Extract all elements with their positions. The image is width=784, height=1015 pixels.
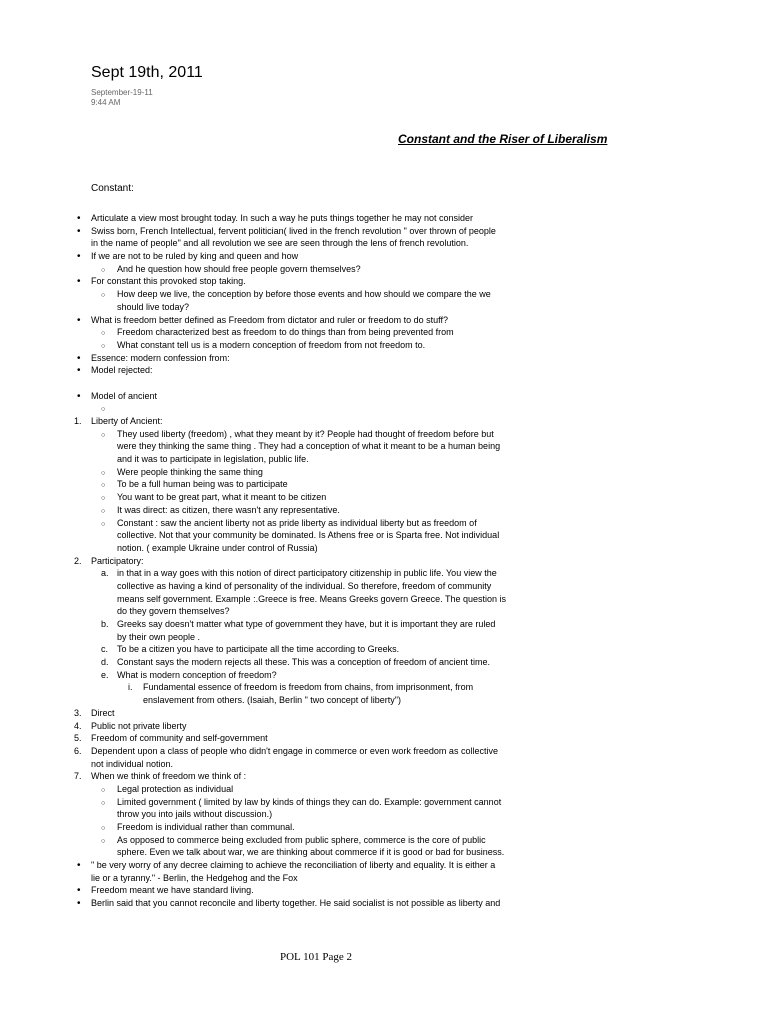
list-marker: 6.: [74, 745, 82, 756]
bullet-icon: [77, 897, 81, 911]
note-line: [0, 846, 784, 859]
note-line: [0, 897, 784, 910]
line-text: Fundamental essence of freedom is freedom from chains, from imprisonment, from: [143, 682, 474, 693]
note-line: [0, 339, 784, 352]
line-text: Liberty of Ancient:: [91, 416, 163, 426]
note-line: [0, 681, 784, 694]
line-text: Constant : saw the ancient liberty not as pride liberty as individual liberty but as freedom of: [117, 517, 477, 528]
line-text: Constant says the modern rejects all these. This was a conception of freedom of ancient time.: [117, 657, 491, 668]
note-line: [0, 884, 784, 897]
note-line: [0, 250, 784, 263]
note-line: [0, 364, 784, 377]
list-marker: a.: [101, 568, 109, 579]
line-text: Swiss born, French Intellectual, fervent politician( lived in the french revolution " over thrown of people: [91, 225, 496, 236]
page-footer: POL 101 Page 2: [280, 951, 353, 963]
line-text: Articulate a view most brought today. In such a way he puts things together he may not consider: [91, 213, 474, 223]
line-text: Participatory:: [91, 555, 144, 566]
note-line: [0, 669, 784, 682]
line-text: enslavement from others. (Isaiah, Berlin " two concept of liberty"): [143, 695, 401, 706]
line-text: To be a citizen you have to participate all the time according to Greeks.: [117, 644, 400, 655]
line-text: throw you into jails without discussion.): [117, 809, 273, 820]
list-marker: 5.: [74, 733, 82, 744]
list-marker: 4.: [74, 720, 82, 731]
note-line: [0, 656, 784, 669]
bullet-icon: [77, 364, 81, 378]
note-date: September-19-11: [91, 88, 153, 97]
line-text: collective. Not that your community be dominated. Is Athens free or is Sparta free. Not individual: [117, 530, 500, 541]
bullet-icon: [77, 212, 81, 226]
list-marker: d.: [101, 657, 109, 668]
line-text: Direct: [91, 707, 115, 718]
line-text: Berlin said that you cannot reconcile and liberty together. He said socialist is not possible as liberty and: [91, 898, 501, 909]
note-line: [0, 453, 784, 466]
line-text: Legal protection as individual: [117, 783, 234, 794]
note-line: [0, 732, 784, 745]
note-line: [0, 745, 784, 758]
note-line: [0, 618, 784, 631]
list-marker: 3.: [74, 707, 82, 718]
note-line: [0, 478, 784, 491]
line-text: When we think of freedom we think of :: [91, 771, 247, 782]
note-time: 9:44 AM: [91, 98, 121, 107]
line-text: Freedom of community and self-government: [91, 733, 268, 744]
line-text: in the name of people" and all revolution we see are seen through the lens of french revolution.: [91, 238, 469, 249]
line-text: Model of ancient: [91, 390, 158, 401]
bullet-icon: [77, 884, 81, 898]
note-line: [0, 491, 784, 504]
note-line: [0, 555, 784, 568]
line-text: What constant tell us is a modern conception of freedom from not freedom to.: [117, 339, 426, 350]
note-line: [0, 212, 784, 225]
bullet-icon: [77, 352, 81, 366]
list-marker: c.: [101, 644, 109, 655]
note-line: [0, 237, 784, 250]
line-text: Were people thinking the same thing: [117, 466, 263, 477]
line-text: To be a full human being was to participate: [117, 479, 288, 490]
note-line: [0, 580, 784, 593]
line-text: Freedom is individual rather than communal.: [117, 822, 295, 832]
note-line: [0, 567, 784, 580]
line-text: Model rejected:: [91, 365, 153, 376]
note-line: [0, 504, 784, 517]
line-text: For constant this provoked stop taking.: [91, 276, 246, 287]
note-line: [0, 694, 784, 707]
list-marker: e.: [101, 669, 109, 680]
line-text: Freedom meant we have standard living.: [91, 885, 254, 896]
line-text: It was direct: as citizen, there wasn't any representative.: [117, 504, 340, 515]
note-line: [0, 720, 784, 733]
list-marker: 2.: [74, 555, 82, 566]
line-text: by their own people .: [117, 631, 201, 642]
note-line: [0, 821, 784, 834]
line-text: They used liberty (freedom) , what they meant by it? People had thought of freedom before but: [117, 428, 494, 439]
note-line: [0, 605, 784, 618]
line-text: Essence: modern confession from:: [91, 352, 230, 363]
line-text: Dependent upon a class of people who didn't engage in commerce or even work freedom as collective: [91, 745, 498, 756]
note-line: [0, 352, 784, 365]
note-line: [0, 783, 784, 796]
line-text: do they govern themselves?: [117, 606, 230, 617]
note-line: [0, 440, 784, 453]
note-line: [0, 643, 784, 656]
bullet-icon: [77, 314, 81, 328]
line-text: If we are not to be ruled by king and queen and how: [91, 251, 299, 262]
note-line: [0, 301, 784, 314]
line-text: in that in a way goes with this notion of direct participatory citizenship in public life. You view the: [117, 568, 497, 579]
line-text: notion. ( example Ukraine under control of Russia): [117, 542, 318, 553]
line-text: means self government. Example :.Greece is free. Means Greeks govern Greece. The question is: [117, 593, 507, 604]
line-text: were they thinking the same thing . They had a conception of what it meant to be a human being: [117, 441, 501, 452]
line-text: Greeks say doesn't matter what type of government they have, but it is important they are ruled: [117, 619, 496, 629]
note-line: [0, 796, 784, 809]
line-text: " be very worry of any decree claiming to achieve the reconciliation of liberty and equality. It is either a: [91, 860, 496, 871]
line-text: and it was to participate in legislation, public life.: [117, 454, 309, 465]
note-body: [0, 212, 784, 910]
bullet-icon: [77, 859, 81, 873]
line-text: And he question how should free people govern themselves?: [117, 263, 361, 274]
line-text: What is freedom better defined as Freedom from dictator and ruler or freedom to do stuff?: [91, 314, 449, 325]
line-text: collective as having a kind of personality of the individual. So therefore, freedom of community: [117, 580, 492, 591]
note-line: [0, 225, 784, 238]
note-line: [0, 529, 784, 542]
note-line: [0, 834, 784, 847]
line-text: Freedom characterized best as freedom to do things than from being prevented from: [117, 327, 454, 338]
bullet-icon: [77, 250, 81, 264]
line-text: lie or a tyranny." - Berlin, the Hedgehog and the Fox: [91, 872, 298, 883]
line-text: should live today?: [117, 301, 190, 312]
bullet-icon: [77, 225, 81, 239]
list-marker: 1.: [74, 416, 82, 426]
line-text: Public not private liberty: [91, 720, 187, 731]
note-line: [0, 758, 784, 771]
bullet-icon: [77, 390, 81, 404]
bullet-icon: [77, 275, 81, 289]
note-line: [0, 288, 784, 301]
line-text: Limited government ( limited by law by kinds of things they can do. Example: government cannot: [117, 796, 502, 807]
line-text: What is modern conception of freedom?: [117, 669, 277, 680]
line-text: You want to be great part, what it meant to be citizen: [117, 492, 327, 503]
note-line: [0, 263, 784, 276]
note-line: [0, 859, 784, 872]
page-title: Sept 19th, 2011: [91, 64, 203, 81]
line-text: As opposed to commerce being excluded from public sphere, commerce is the core of public: [117, 834, 486, 845]
note-line: [0, 517, 784, 530]
note-line: [0, 770, 784, 783]
list-marker: b.: [101, 619, 109, 629]
note-intro: Constant:: [91, 183, 134, 194]
note-line: [0, 631, 784, 644]
note-line: [0, 872, 784, 885]
note-line: [0, 402, 784, 415]
note-line: [0, 275, 784, 288]
note-line: [0, 390, 784, 403]
note-line: [0, 415, 784, 428]
note-line: [0, 377, 784, 390]
note-line: [0, 428, 784, 441]
line-text: sphere. Even we talk about war, we are thinking about commerce if it is good or bad for business.: [117, 847, 505, 858]
note-line: [0, 326, 784, 339]
line-text: How deep we live, the conception by before those events and how should we compare the we: [117, 289, 491, 300]
list-marker: 7.: [74, 771, 82, 782]
note-line: [0, 707, 784, 720]
line-text: not individual notion.: [91, 758, 174, 769]
list-marker: i.: [128, 682, 133, 693]
note-line: [0, 542, 784, 555]
note-line: [0, 314, 784, 327]
note-line: [0, 808, 784, 821]
note-line: [0, 466, 784, 479]
note-line: [0, 593, 784, 606]
note-heading: Constant and the Riser of Liberalism: [398, 132, 608, 146]
